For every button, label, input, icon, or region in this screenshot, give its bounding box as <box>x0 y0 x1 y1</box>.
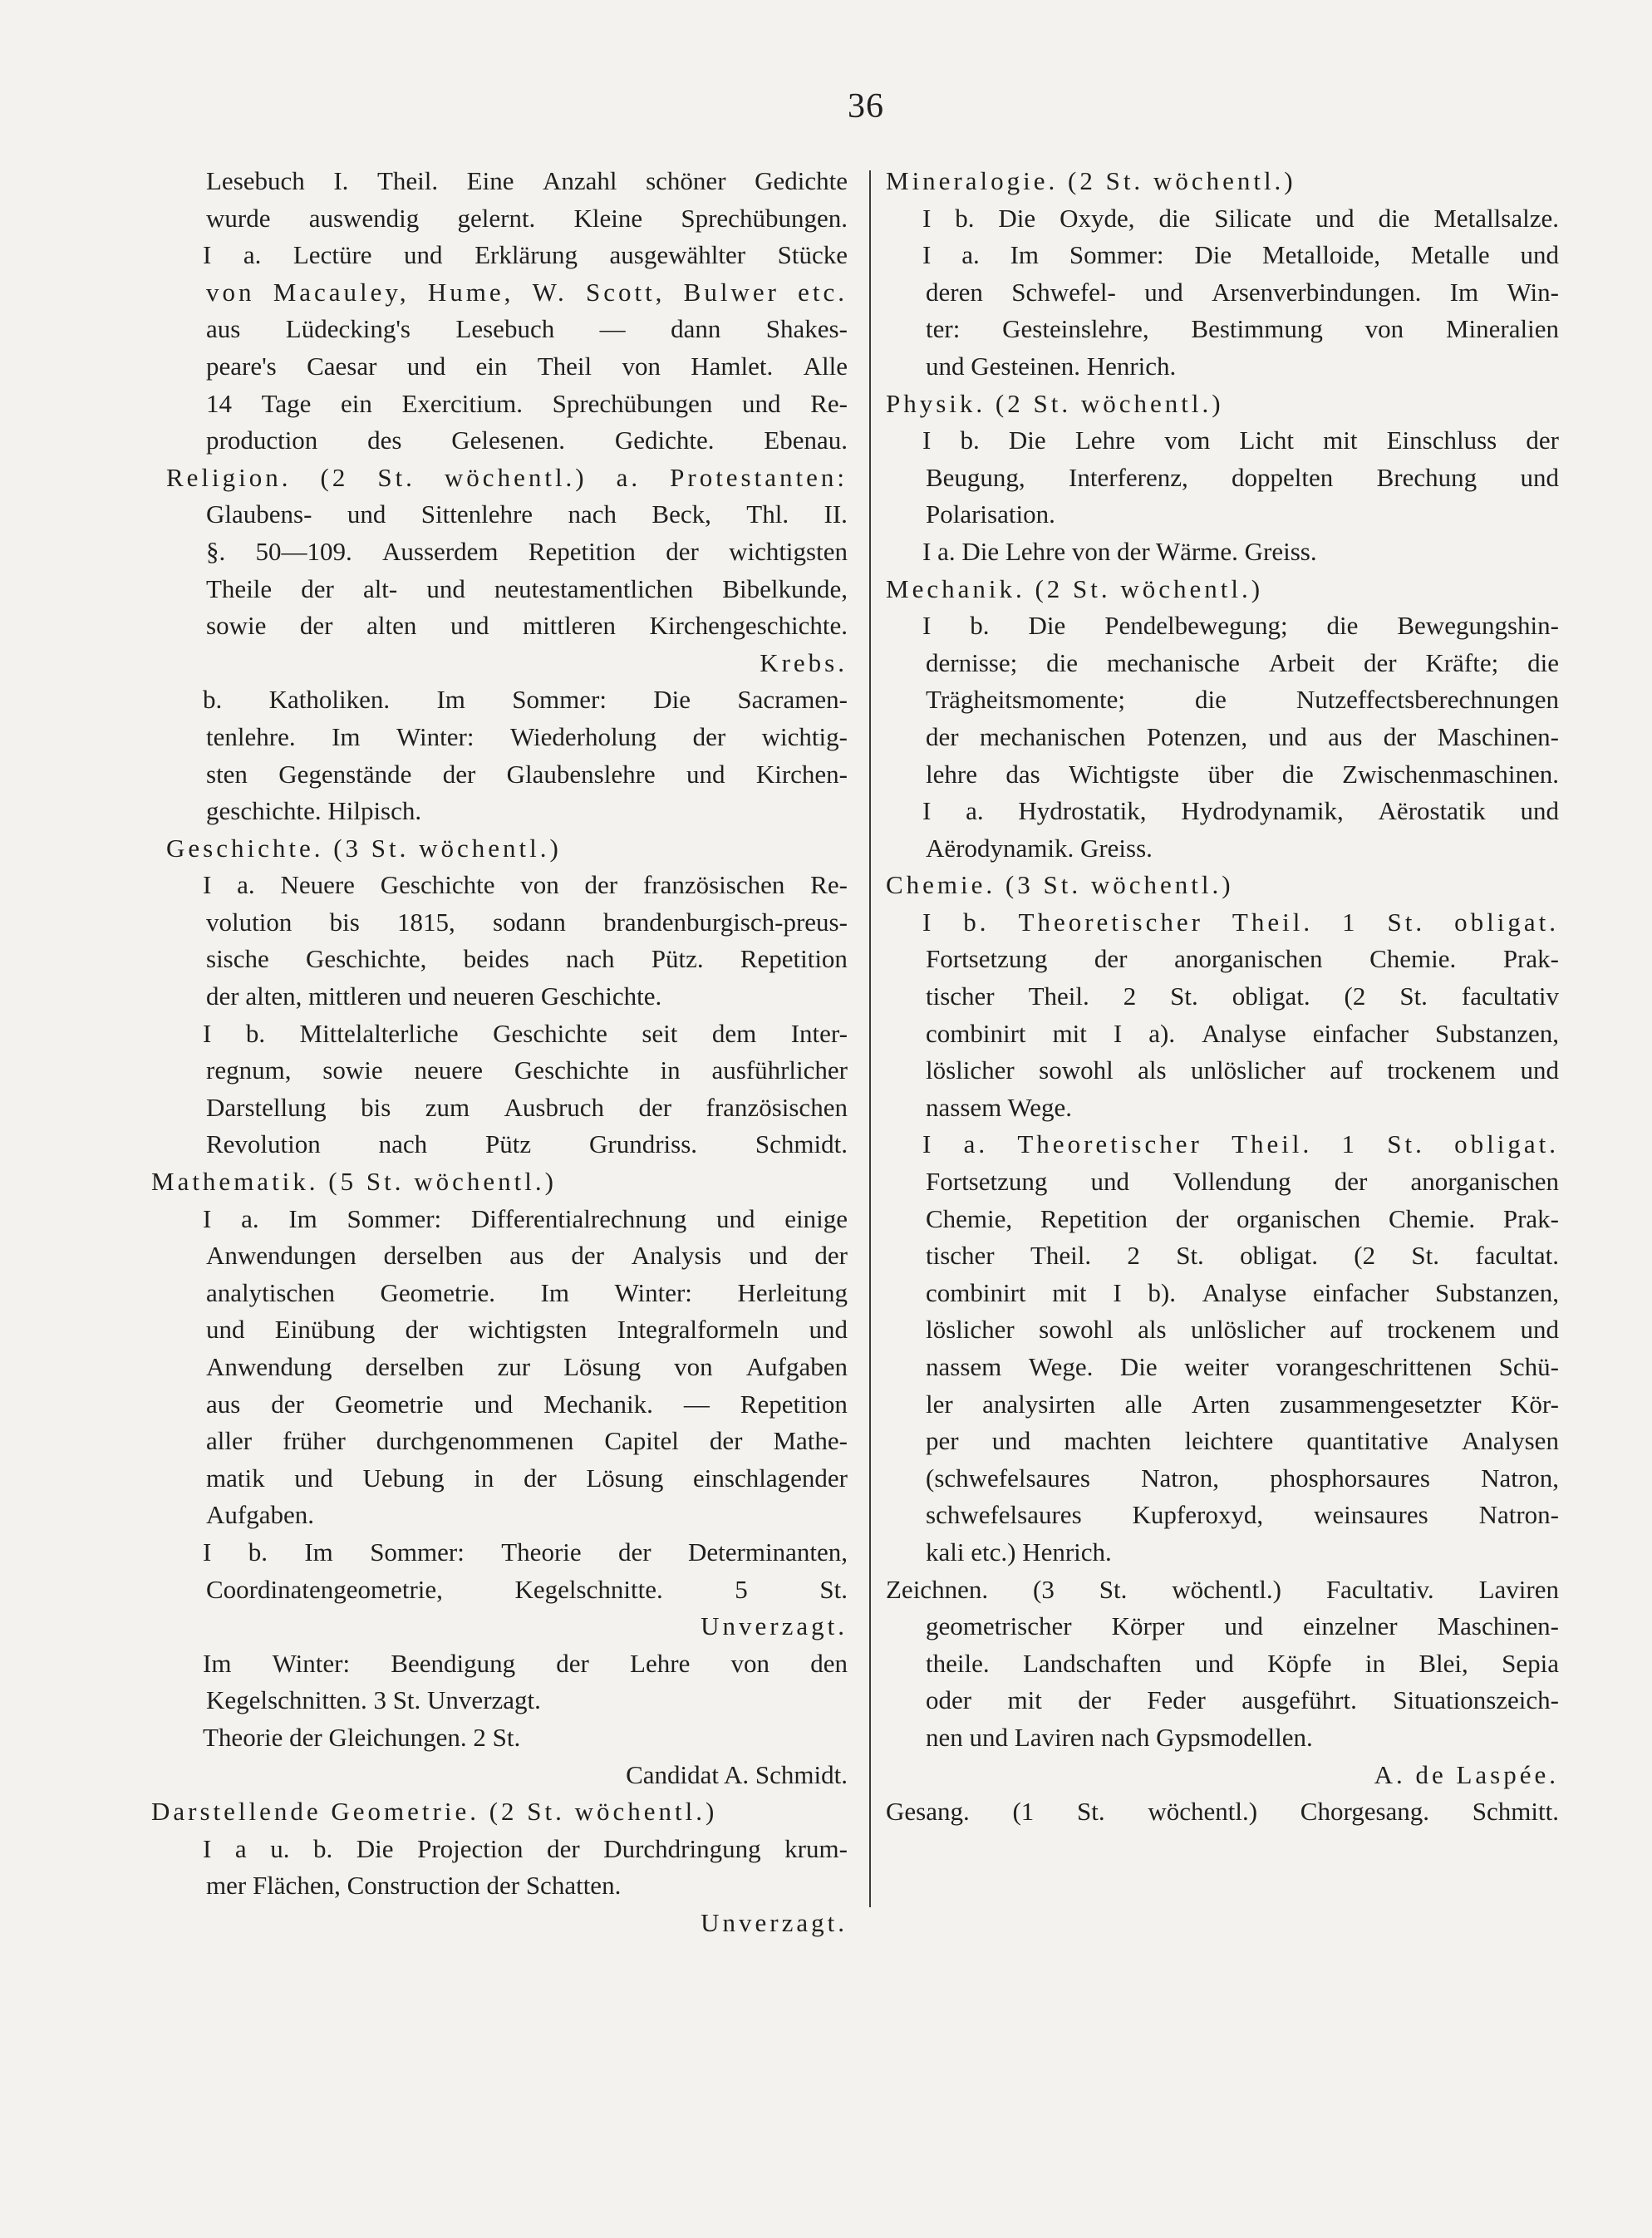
text-line: löslicher sowohl als unlöslicher auf trockenem und <box>926 1055 1559 1085</box>
text-line: Trägheitsmomente; die Nutzeffectsberechnungen <box>926 685 1559 715</box>
text-line: (schwefelsaures Natron, phosphorsaures Natron, <box>926 1463 1559 1493</box>
text-line: Unverzagt. <box>701 1907 848 1937</box>
text-line: Physik. (2 St. wöchentl.) <box>886 388 1224 418</box>
text-line: I a. Die Lehre von der Wärme. Greiss. <box>922 536 1317 566</box>
text-line: geometrischer Körper und einzelner Maschinen- <box>926 1611 1559 1641</box>
text-line: ler analysirten alle Arten zusammengesetzter Kör- <box>926 1389 1559 1419</box>
text-line: Darstellung bis zum Ausbruch der französischen <box>206 1092 848 1122</box>
text-line: und Einübung der wichtigsten Integralformeln und <box>206 1315 848 1345</box>
text-line: Anwendungen derselben aus der Analysis und der <box>206 1241 848 1271</box>
text-line: Glaubens- und Sittenlehre nach Beck, Thl. II. <box>206 499 848 529</box>
text-line: volution bis 1815, sodann brandenburgisch-preus- <box>206 907 848 937</box>
text-line: Religion. (2 St. wöchentl.) a. Protestanten: <box>166 462 848 492</box>
text-line: combinirt mit I b). Analyse einfacher Substanzen, <box>926 1277 1559 1307</box>
text-line: Geschichte. (3 St. wöchentl.) <box>166 833 562 863</box>
text-line: deren Schwefel- und Arsenverbindungen. Im Win- <box>926 277 1559 307</box>
text-line: 14 Tage ein Exercitium. Sprechübungen und Re- <box>206 388 848 418</box>
text-line: kali etc.) Henrich. <box>926 1537 1112 1567</box>
text-line: I a. Hydrostatik, Hydrodynamik, Aërostatik und <box>922 796 1559 826</box>
text-line: regnum, sowie neuere Geschichte in ausführlicher <box>206 1055 848 1085</box>
text-line: von Macauley, Hume, W. Scott, Bulwer etc. <box>206 277 848 307</box>
column-divider <box>869 170 871 1907</box>
text-line: sten Gegenstände der Glaubenslehre und Kirchen- <box>206 759 848 789</box>
text-line: production des Gelesenen. Gedichte. Ebenau. <box>206 425 848 455</box>
text-line: der mechanischen Potenzen, und aus der Maschinen- <box>926 721 1559 751</box>
text-line: Krebs. <box>760 647 848 677</box>
text-line: I b. Mittelalterliche Geschichte seit dem Inter- <box>203 1018 848 1048</box>
text-line: Darstellende Geometrie. (2 St. wöchentl.) <box>151 1797 718 1827</box>
text-line: löslicher sowohl als unlöslicher auf trockenem und <box>926 1315 1559 1345</box>
text-line: Coordinatengeometrie, Kegelschnitte. 5 St. <box>206 1574 848 1604</box>
text-line: theile. Landschaften und Köpfe in Blei, Sepia <box>926 1648 1559 1678</box>
text-line: Candidat A. Schmidt. <box>626 1759 848 1789</box>
text-line: b. Katholiken. Im Sommer: Die Sacramen- <box>203 685 848 715</box>
text-line: I b. Die Lehre vom Licht mit Einschluss der <box>922 425 1559 455</box>
text-line: tenlehre. Im Winter: Wiederholung der wichtig- <box>206 721 848 751</box>
text-line: tischer Theil. 2 St. obligat. (2 St. facultativ <box>926 981 1559 1011</box>
text-line: I b. Theoretischer Theil. 1 St. obligat. <box>922 907 1559 937</box>
text-line: geschichte. Hilpisch. <box>206 796 422 826</box>
text-line: I b. Die Pendelbewegung; die Bewegungshin- <box>922 611 1559 641</box>
text-line: ter: Gesteinslehre, Bestimmung von Mineralien <box>926 314 1559 344</box>
text-line: lehre das Wichtigste über die Zwischenmaschinen. <box>926 759 1559 789</box>
text-line: Mathematik. (5 St. wöchentl.) <box>151 1167 557 1197</box>
text-line: Kegelschnitten. 3 St. Unverzagt. <box>206 1685 541 1715</box>
text-line: Chemie, Repetition der organischen Chemie. Prak- <box>926 1203 1559 1233</box>
text-line: §. 50—109. Ausserdem Repetition der wichtigsten <box>206 536 848 566</box>
text-line: und Gesteinen. Henrich. <box>926 351 1177 381</box>
text-line: Gesang. (1 St. wöchentl.) Chorgesang. Schmitt. <box>886 1797 1559 1827</box>
text-line: Chemie. (3 St. wöchentl.) <box>886 870 1234 900</box>
text-line: mer Flächen, Construction der Schatten. <box>206 1871 622 1901</box>
text-line: schwefelsaures Kupferoxyd, weinsaures Natron- <box>926 1500 1559 1530</box>
text-line: analytischen Geometrie. Im Winter: Herleitung <box>206 1277 848 1307</box>
text-line: I a. Im Sommer: Differentialrechnung und einige <box>203 1203 848 1233</box>
text-line: Polarisation. <box>926 499 1055 529</box>
right-column <box>886 163 1559 1831</box>
text-line: Theorie der Gleichungen. 2 St. <box>203 1722 521 1752</box>
text-line: oder mit der Feder ausgeführt. Situationszeich- <box>926 1685 1559 1715</box>
text-line: aus Lüdecking's Lesebuch — dann Shakes- <box>206 314 848 344</box>
text-line: I b. Im Sommer: Theorie der Determinanten, <box>203 1537 848 1567</box>
text-line: I a. Lectüre und Erklärung ausgewählter Stücke <box>203 240 848 270</box>
text-line: Theile der alt- und neutestamentlichen Bibelkunde, <box>206 573 848 603</box>
text-line: aus der Geometrie und Mechanik. — Repetition <box>206 1389 848 1419</box>
text-line: dernisse; die mechanische Arbeit der Kräfte; die <box>926 647 1559 677</box>
text-line: sowie der alten und mittleren Kirchengeschichte. <box>206 611 848 641</box>
left-column <box>151 163 848 1942</box>
text-line: wurde auswendig gelernt. Kleine Sprechübungen. <box>206 203 848 233</box>
text-line: Mineralogie. (2 St. wöchentl.) <box>886 166 1296 195</box>
text-line: Im Winter: Beendigung der Lehre von den <box>203 1648 848 1678</box>
text-line: matik und Uebung in der Lösung einschlagender <box>206 1463 848 1493</box>
text-line: I b. Die Oxyde, die Silicate und die Metallsalze. <box>922 203 1559 233</box>
page-number: 36 <box>848 87 884 125</box>
text-line: I a. Theoretischer Theil. 1 St. obligat. <box>922 1129 1559 1159</box>
text-line: I a. Im Sommer: Die Metalloide, Metalle und <box>922 240 1559 270</box>
text-line: Revolution nach Pütz Grundriss. Schmidt. <box>206 1129 848 1159</box>
text-line: I a. Neuere Geschichte von der französischen Re- <box>203 870 848 900</box>
text-line: combinirt mit I a). Analyse einfacher Substanzen, <box>926 1018 1559 1048</box>
text-line: Lesebuch I. Theil. Eine Anzahl schöner Gedichte <box>206 166 848 195</box>
text-line: I a u. b. Die Projection der Durchdringung krum- <box>203 1833 848 1863</box>
text-line: nassem Wege. <box>926 1092 1072 1122</box>
text-line: Unverzagt. <box>701 1611 848 1641</box>
text-line: aller früher durchgenommenen Capitel der Mathe- <box>206 1426 848 1456</box>
text-line: A. de Laspée. <box>1374 1759 1559 1789</box>
text-line: Mechanik. (2 St. wöchentl.) <box>886 573 1264 603</box>
text-line: der alten, mittleren und neueren Geschichte. <box>206 981 662 1011</box>
text-line: Aufgaben. <box>206 1500 314 1530</box>
text-line: Zeichnen. (3 St. wöchentl.) Facultativ. Laviren <box>886 1574 1559 1604</box>
text-line: per und machten leichtere quantitative Analysen <box>926 1426 1559 1456</box>
text-line: Fortsetzung und Vollendung der anorganischen <box>926 1167 1559 1197</box>
text-line: Anwendung derselben zur Lösung von Aufgaben <box>206 1352 848 1381</box>
text-line: nen und Laviren nach Gypsmodellen. <box>926 1722 1313 1752</box>
text-line: Fortsetzung der anorganischen Chemie. Prak- <box>926 944 1559 974</box>
text-line: sische Geschichte, beides nach Pütz. Repetition <box>206 944 848 974</box>
text-line: Beugung, Interferenz, doppelten Brechung und <box>926 462 1559 492</box>
text-line: peare's Caesar und ein Theil von Hamlet. Alle <box>206 351 848 381</box>
text-line: Aërodynamik. Greiss. <box>926 833 1153 863</box>
text-line: nassem Wege. Die weiter vorangeschrittenen Schü- <box>926 1352 1559 1381</box>
text-line: tischer Theil. 2 St. obligat. (2 St. facultat. <box>926 1241 1559 1271</box>
